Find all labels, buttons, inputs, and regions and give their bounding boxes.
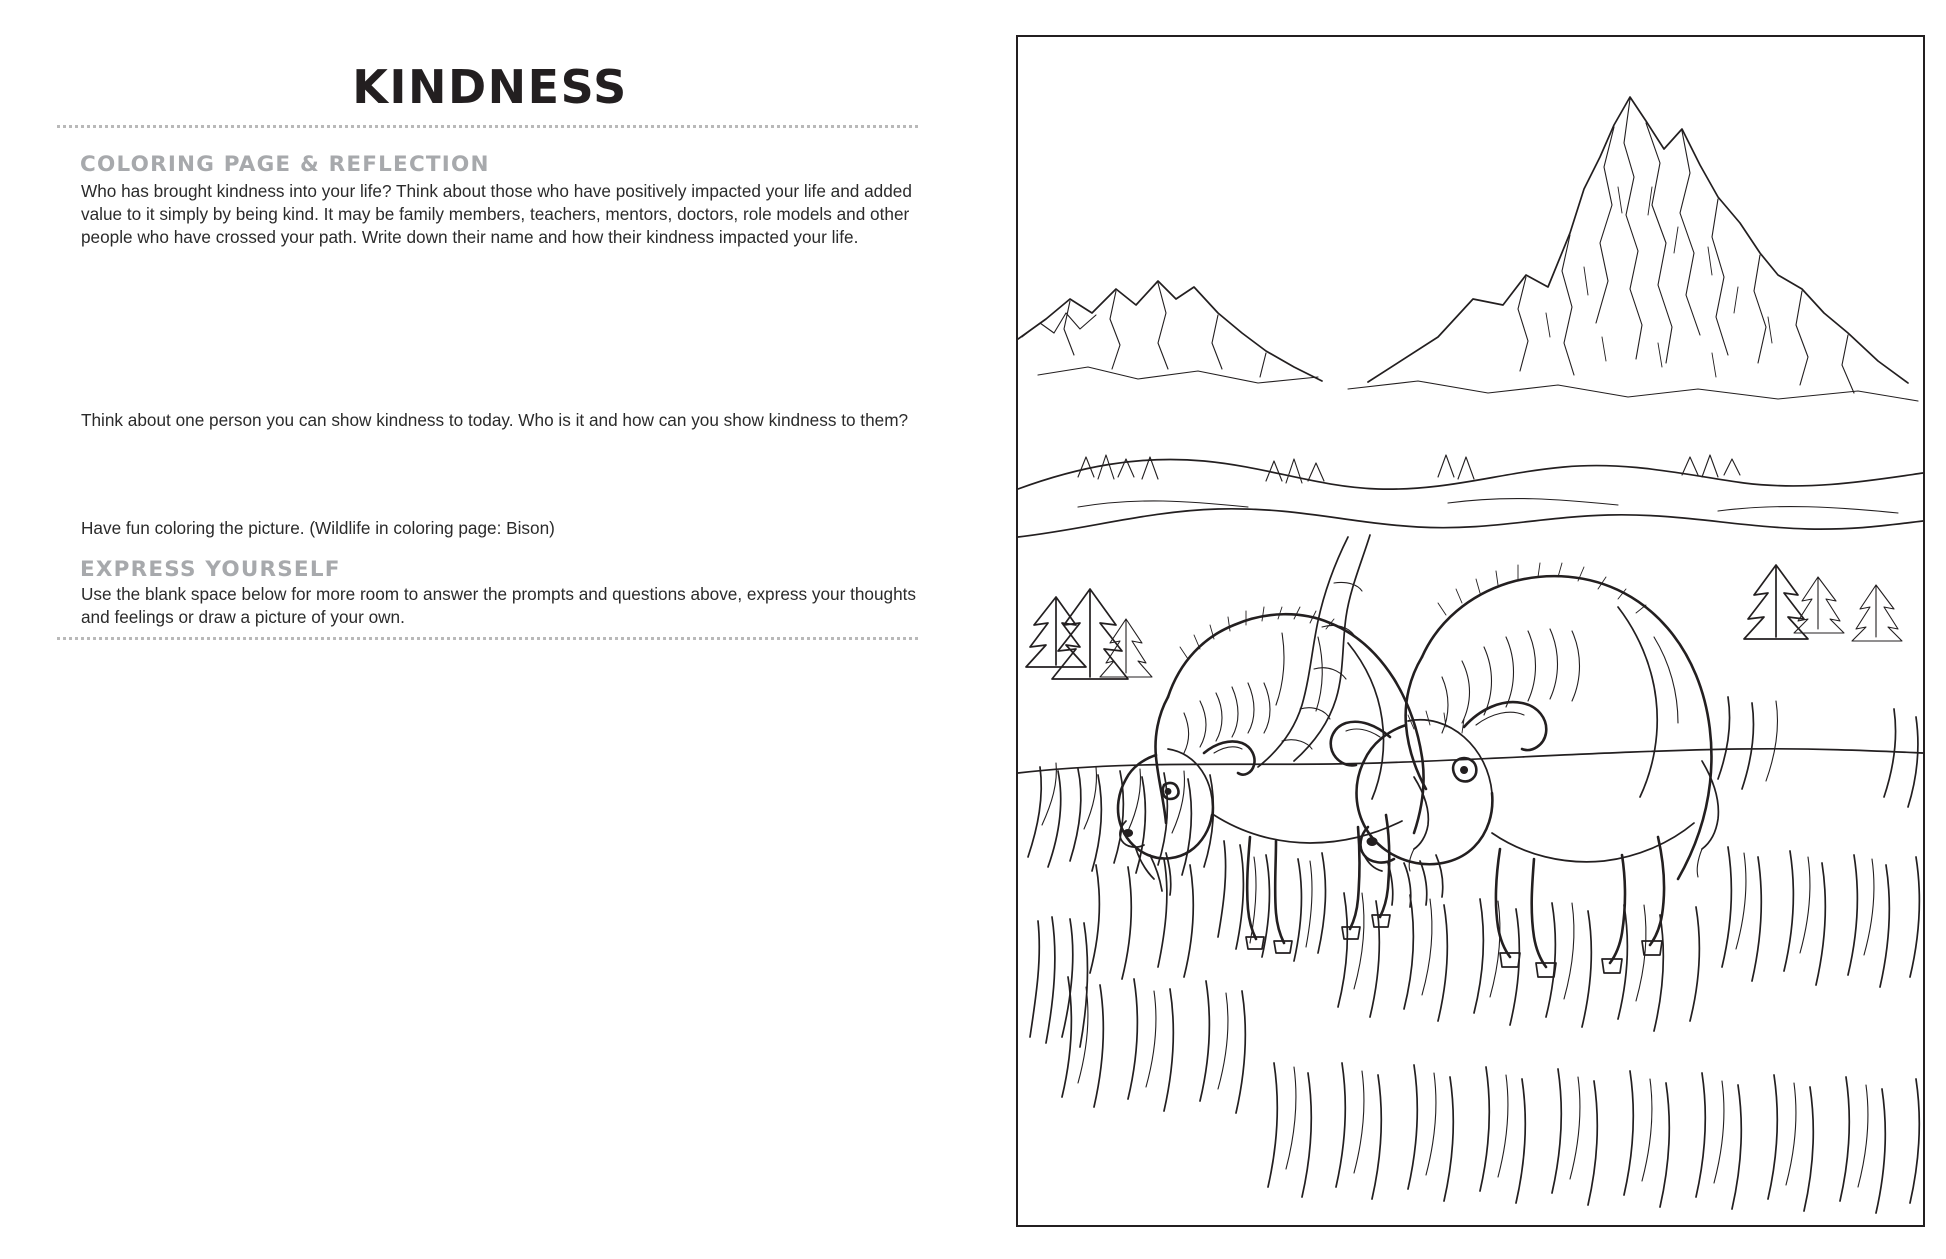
section-paragraph-express-yourself: Use the blank space below for more room to answer the prompts and questions above, express your thoughts and feelings or draw a picture of your own. — [81, 584, 917, 627]
coloring-illustration-panel — [1016, 35, 1925, 1227]
pine-trees-icon — [1026, 455, 1902, 679]
bison-landscape-line-art — [1018, 37, 1923, 1225]
mountain-range-icon — [1018, 97, 1918, 401]
divider-bottom — [57, 637, 918, 640]
section-heading-express-yourself: EXPRESS YOURSELF — [80, 557, 341, 582]
section-paragraph-coloring: Who has brought kindness into your life? Think about those who have positively impacted your life and added value to it simply by being kind. It may be family members, teachers, mentors, doctors, role models and other people who have crossed your path. Write down their name and how their kindness impacted your life. — [81, 181, 912, 247]
divider-top — [57, 125, 918, 128]
page-title: KINDNESS — [352, 60, 628, 114]
rolling-hills-icon — [1018, 459, 1923, 537]
section-paragraph-prompt-today: Think about one person you can show kindness to today. Who is it and how can you show kindness to them? — [81, 410, 909, 430]
section-heading-coloring: COLORING PAGE & REFLECTION — [80, 152, 490, 177]
prairie-grass-icon — [1028, 697, 1919, 1213]
section-paragraph-have-fun: Have fun coloring the picture. (Wildlife in coloring page: Bison) — [81, 518, 555, 538]
